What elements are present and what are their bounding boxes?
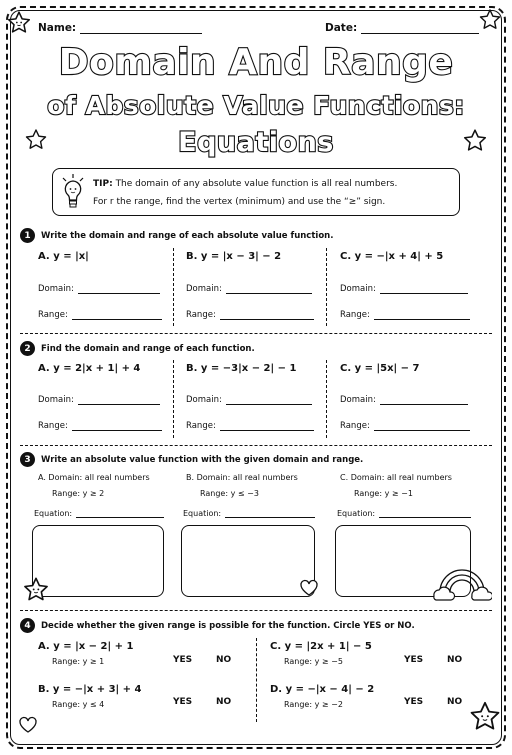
q4-c-equation: C. y = |2x + 1| − 5	[270, 641, 372, 652]
q4-d-no[interactable]: NO	[447, 697, 463, 707]
q2-c-equation: C. y = |5x| − 7	[340, 363, 420, 374]
q2-b-equation: B. y = −3|x − 2| − 1	[186, 363, 297, 374]
section-divider	[20, 445, 492, 446]
q4-instruction: Decide whether the given range is possible for the function. Circle YES or NO.	[41, 620, 415, 631]
q2-a-equation: A. y = 2|x + 1| + 4	[38, 363, 141, 374]
q1-c-equation: C. y = −|x + 4| + 5	[340, 251, 444, 262]
q4-d-range: Range: y ≥ −2	[284, 700, 343, 709]
q4-a-yes[interactable]: YES	[173, 655, 193, 665]
q3-a-domain-given: A. Domain: all real numbers	[38, 473, 150, 482]
divider	[326, 248, 327, 326]
q2-number: 2	[20, 341, 35, 356]
q4-a-range: Range: y ≥ 1	[52, 657, 105, 666]
q1-a-range[interactable]: Range:	[38, 310, 162, 320]
q3-c-domain-given: C. Domain: all real numbers	[340, 473, 452, 482]
name-line[interactable]	[80, 24, 202, 34]
date-field[interactable]	[325, 22, 479, 34]
star-icon	[6, 10, 32, 36]
tip-line-1: TIP: The domain of any absolute value function is all real numbers.	[93, 179, 398, 189]
heart-icon	[18, 716, 38, 734]
q2-c-range[interactable]: Range:	[340, 421, 470, 431]
tip-box	[52, 168, 460, 216]
section-divider	[20, 610, 492, 611]
q4-c-no[interactable]: NO	[447, 655, 463, 665]
q4-d-yes[interactable]: YES	[404, 697, 424, 707]
section-divider	[20, 333, 492, 334]
q2-a-range[interactable]: Range:	[38, 421, 162, 431]
star-icon	[22, 576, 50, 604]
q4-number: 4	[20, 618, 35, 633]
question-1	[20, 228, 492, 243]
q2-instruction: Find the domain and range of each function.	[41, 343, 255, 354]
q2-b-domain[interactable]: Domain:	[186, 395, 312, 405]
q4-b-yes[interactable]: YES	[173, 697, 193, 707]
date-label: Date:	[325, 22, 358, 34]
q3-b-range-given: Range: y ≤ −3	[200, 489, 259, 498]
q3-instruction: Write an absolute value function with the given domain and range.	[41, 454, 364, 465]
page-border-inner	[10, 10, 502, 745]
q1-b-domain[interactable]: Domain:	[186, 284, 312, 294]
q4-d-equation: D. y = −|x − 4| − 2	[270, 684, 375, 695]
q3-b-domain-given: B. Domain: all real numbers	[186, 473, 298, 482]
title-line-1: Domain And Range	[58, 42, 454, 83]
q1-c-range[interactable]: Range:	[340, 310, 470, 320]
cloud-icon	[434, 587, 492, 600]
q2-c-domain[interactable]: Domain:	[340, 395, 468, 405]
q3-c-equation-field[interactable]: Equation:	[337, 509, 471, 518]
question-4	[20, 618, 492, 633]
q1-a-domain[interactable]: Domain:	[38, 284, 160, 294]
q4-c-range: Range: y ≥ −5	[284, 657, 343, 666]
q1-b-range[interactable]: Range:	[186, 310, 314, 320]
question-2	[20, 341, 492, 356]
name-label: Name:	[38, 22, 77, 34]
q3-a-answer-box[interactable]	[32, 525, 164, 597]
q1-c-domain[interactable]: Domain:	[340, 284, 468, 294]
star-icon	[468, 700, 502, 734]
q4-a-no[interactable]: NO	[216, 655, 232, 665]
q4-b-no[interactable]: NO	[216, 697, 232, 707]
q4-b-equation: B. y = −|x + 3| + 4	[38, 684, 142, 695]
tip-line-2: For r the range, find the vertex (minimum) and use the “≥” sign.	[93, 197, 386, 207]
q3-b-equation-field[interactable]: Equation:	[183, 509, 315, 518]
star-icon	[478, 8, 502, 32]
question-3	[20, 452, 492, 467]
divider	[256, 638, 257, 722]
q1-instruction: Write the domain and range of each absolute value function.	[41, 230, 334, 241]
q2-b-range[interactable]: Range:	[186, 421, 314, 431]
title-line-3: Equations	[178, 127, 334, 158]
q2-a-domain[interactable]: Domain:	[38, 395, 160, 405]
divider	[173, 360, 174, 438]
q4-b-range: Range: y ≤ 4	[52, 700, 105, 709]
q3-a-equation-field[interactable]: Equation:	[34, 509, 164, 518]
title-line-2: of Absolute Value Functions:	[47, 91, 465, 120]
date-line[interactable]	[361, 24, 479, 34]
q4-c-yes[interactable]: YES	[404, 655, 424, 665]
q3-c-range-given: Range: y ≥ −1	[354, 489, 413, 498]
q3-number: 3	[20, 452, 35, 467]
tip-label: TIP:	[93, 179, 113, 189]
q3-a-range-given: Range: y ≥ 2	[52, 489, 105, 498]
q1-number: 1	[20, 228, 35, 243]
lightbulb-icon	[59, 173, 87, 211]
name-field[interactable]	[38, 22, 202, 34]
rainbow-icon	[432, 560, 492, 602]
q1-a-equation: A. y = |x|	[38, 251, 89, 262]
q4-a-equation: A. y = |x − 2| + 1	[38, 641, 134, 652]
divider	[173, 248, 174, 326]
heart-icon	[299, 579, 319, 597]
divider	[326, 360, 327, 438]
q1-b-equation: B. y = |x − 3| − 2	[186, 251, 282, 262]
q3-b-answer-box[interactable]	[181, 525, 315, 597]
